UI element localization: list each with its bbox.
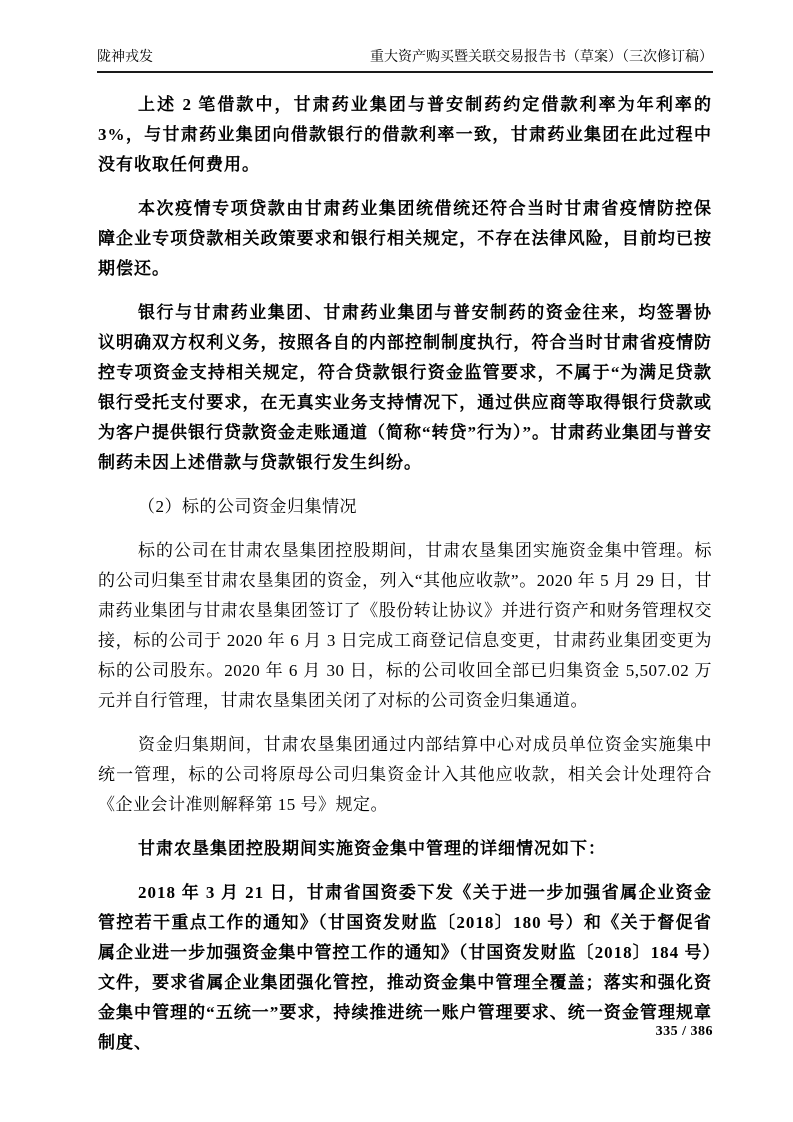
body-paragraph: 本次疫情专项贷款由甘肃药业集团统借统还符合当时甘肃省疫情防控保障企业专项贷款相关政策要求和银行相关规定，不存在法律风险，目前均已按期偿还。 (98, 199, 712, 278)
body-paragraph: 上述 2 笔借款中，甘肃药业集团与普安制药约定借款利率为年利率的 3%，与甘肃药业集团向借款银行的借款利率一致，甘肃药业集团在此过程中没有收取任何费用。 (98, 95, 712, 174)
section-heading: （2）标的公司资金归集情况 (138, 497, 357, 516)
page-number: 335 / 386 (655, 1024, 713, 1039)
body-paragraph: 2018 年 3 月 21 日，甘肃省国资委下发《关于进一步加强省属企业资金管控若干重点工作的通知》（甘国资发财监〔2018〕180 号）和《关于督促省属企业进一步加强资金集中管控工作的通知》（甘国资发财监〔2018〕184 号）文件，要求省属企业集团强化管控，推动资金集中管理全覆盖；落实和强化资金集中管理的“五统一”要求，持续推进统一账户管理要求、统一资金管理规章制度、 (98, 883, 712, 1052)
body-paragraph: 资金归集期间，甘肃农垦集团通过内部结算中心对成员单位资金实施集中统一管理，标的公司将原母公司归集资金计入其他应收款，相关会计处理符合《企业会计准则解释第 15 号》规定。 (98, 735, 712, 814)
document-body (98, 90, 712, 1072)
page-header (97, 50, 713, 73)
document-short-title: 陇神戎发 (97, 50, 153, 65)
body-paragraph: 银行与甘肃药业集团、甘肃药业集团与普安制药的资金往来，均签署协议明确双方权利义务，按照各自的内部控制制度执行，符合当时甘肃省疫情防控专项资金支持相关规定，符合贷款银行资金监管要求，不属于“为满足贷款银行受托支付要求，在无真实业务支持情况下，通过供应商等取得银行贷款或为客户提供银行贷款资金走账通道（简称“转贷”行为）”。甘肃药业集团与普安制药未因上述借款与贷款银行发生纠纷。 (98, 303, 712, 472)
body-paragraph: 标的公司在甘肃农垦集团控股期间，甘肃农垦集团实施资金集中管理。标的公司归集至甘肃农垦集团的资金，列入“其他应收款”。2020 年 5 月 29 日，甘肃药业集团与甘肃农垦集团签订了《股份转让协议》并进行资产和财务管理权交接，标的公司于 2020 年 6 月 3 日完成工商登记信息变更，甘肃药业集团变更为标的公司股东。2020 年 6 月 30 日，标的公司收回全部已归集资金 5,507.02 万元并自行管理，甘肃农垦集团关闭了对标的公司资金归集通道。 (98, 541, 712, 710)
document-full-title: 重大资产购买暨关联交易报告书（草案）（三次修订稿） (370, 50, 713, 65)
body-paragraph: 甘肃农垦集团控股期间实施资金集中管理的详细情况如下： (138, 839, 606, 858)
